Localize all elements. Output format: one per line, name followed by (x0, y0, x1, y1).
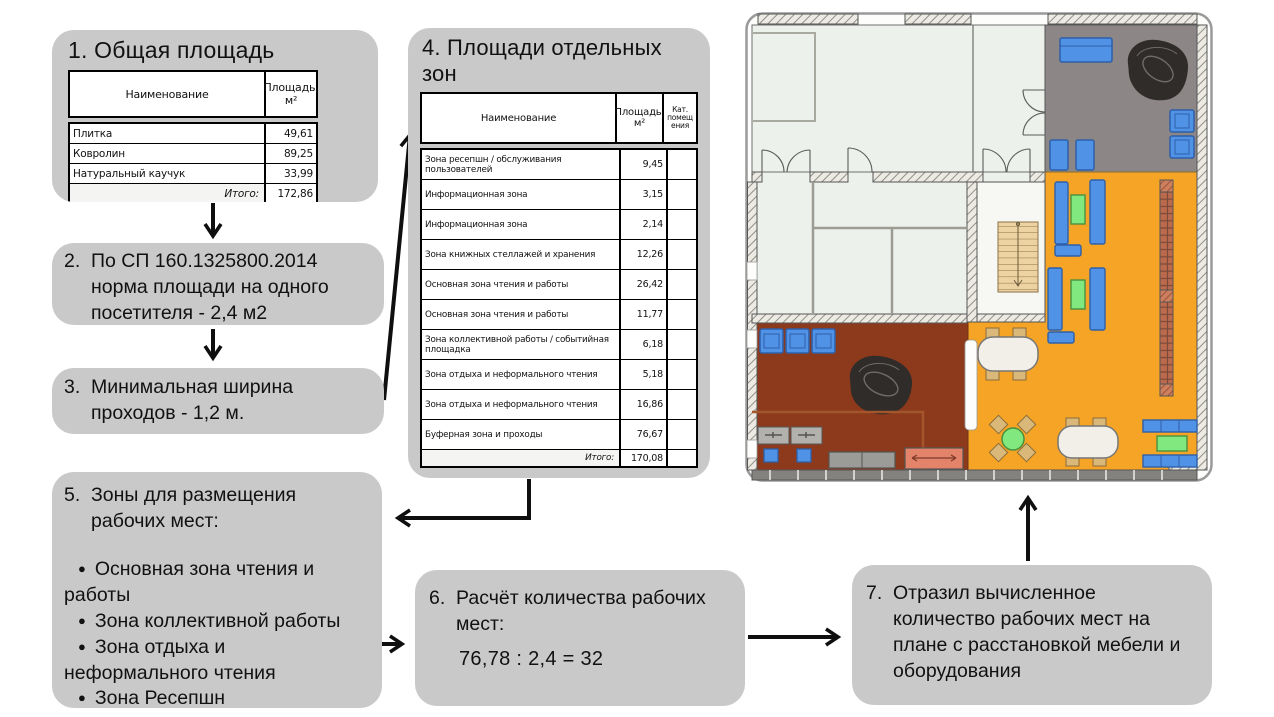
step-3-text (64, 375, 372, 427)
table-row: Основная зона чтения и работы 26,42 (422, 270, 696, 300)
armchair (1076, 140, 1094, 170)
table-total-row: Итого: 172,86 (70, 184, 316, 202)
table-row: Натуральный каучук 33,99 (70, 164, 316, 184)
step-number: 7. (866, 582, 883, 604)
bullet-dot-icon: ● (78, 638, 86, 654)
step-6-title (429, 586, 731, 638)
sofa (1048, 268, 1062, 330)
table-header (420, 92, 698, 144)
step-6-box (415, 570, 745, 706)
bullet-dot-icon: ● (78, 560, 86, 576)
table-row: Зона отдыха и неформального чтения 5,18 (422, 360, 696, 390)
sofa (1143, 455, 1197, 467)
sofa (1055, 182, 1068, 244)
armchair (1050, 140, 1068, 170)
step-5-title (64, 483, 370, 535)
desk-chair (764, 449, 778, 462)
coffee-table (1157, 436, 1187, 451)
table-row: Плитка 49,61 (70, 124, 316, 144)
stairs (998, 222, 1038, 292)
step-7-text (866, 581, 1198, 685)
step-number: 3. (64, 376, 81, 398)
bullet-item: ● Основная зона чтения и работы (64, 557, 315, 606)
step-7-box (852, 565, 1212, 705)
step-3-box (52, 368, 384, 434)
zones-bullet-list (64, 557, 370, 708)
entrance-hall (752, 25, 1045, 172)
bullet-item: ● Зона Ресепшн (78, 687, 226, 708)
step-text: По СП 160.1325800.2014 норма площади на одного посетителя - 2,4 м2 (91, 250, 329, 324)
armchair (1170, 136, 1194, 158)
bullet-dot-icon: ● (78, 612, 86, 628)
step-5-box (52, 472, 382, 708)
bullet-dot-icon: ● (78, 690, 86, 706)
arrow-step4-step5 (398, 479, 529, 518)
floor-plan (745, 12, 1213, 482)
sofa (1048, 332, 1074, 343)
step-4-box (408, 28, 710, 478)
step-number: 6. (429, 587, 446, 609)
total-area-table (68, 70, 318, 202)
armchair (812, 329, 835, 353)
sofa (1090, 180, 1105, 244)
zone-areas-table (420, 92, 698, 468)
armchair (1170, 110, 1194, 132)
col-category-header: Кат. помещения (662, 94, 696, 142)
arrow-step3-step4 (384, 135, 410, 400)
table-row: Зона ресепшн / обслуживания пользователей 9,45 (422, 150, 696, 180)
table-body (420, 148, 698, 468)
workplaces-formula: 76,78 : 2,4 = 32 (459, 647, 604, 670)
step-1-title: 1. Общая площадь (68, 37, 275, 63)
step-number: 5. (64, 484, 81, 506)
table-header (68, 70, 318, 118)
step-2-box (52, 243, 384, 325)
table-row: Основная зона чтения и работы 11,77 (422, 300, 696, 330)
col-name-header: Наименование (480, 112, 557, 124)
sofa (1143, 420, 1197, 432)
table-total-row: Итого: 170,08 (422, 450, 696, 466)
coffee-table (1071, 195, 1085, 224)
table-row: Ковролин 89,25 (70, 144, 316, 164)
step-1-box (52, 30, 378, 202)
sofa (1090, 268, 1105, 330)
bookshelf (1160, 180, 1173, 396)
coffee-table (1071, 280, 1085, 309)
desk-chair (797, 449, 811, 462)
col-area-header: Площадь, м² (615, 94, 662, 142)
table-row: Зона отдыха и неформального чтения 16,86 (422, 390, 696, 420)
step-text: Зоны для размещения рабочих мест: (91, 484, 297, 532)
table-body (68, 122, 318, 202)
table-row: Буферная зона и проходы 76,67 (422, 420, 696, 450)
step-text: Минимальная ширина проходов - 1,2 м. (91, 376, 294, 424)
table-row: Информационная зона 2,14 (422, 210, 696, 240)
step-text: Расчёт количества рабочих мест: (456, 587, 706, 635)
col-area-header: Площадь, м² (264, 72, 316, 116)
step-2-text (64, 249, 372, 325)
table-row: Зона книжных стеллажей и хранения 12,26 (422, 240, 696, 270)
step-text: Отразил вычисленное количество рабочих мест на плане с расстановкой мебели и оборудования (893, 582, 1181, 682)
table-row: Информационная зона 3,15 (422, 180, 696, 210)
step-4-title: 4. Площади отдельных зон (422, 35, 662, 86)
sofa (1060, 38, 1112, 62)
bullet-item: ● Зона коллективной работы (78, 609, 341, 632)
step-number: 2. (64, 250, 81, 272)
armchair (760, 329, 783, 353)
table-row: Зона коллективной работы / событийная площадка 6,18 (422, 330, 696, 360)
bullet-item: ● Зона отдыха и неформального чтения (64, 635, 276, 684)
sofa (1055, 245, 1081, 256)
armchair (786, 329, 809, 353)
door-gap (965, 340, 977, 430)
col-name-header: Наименование (125, 87, 209, 101)
